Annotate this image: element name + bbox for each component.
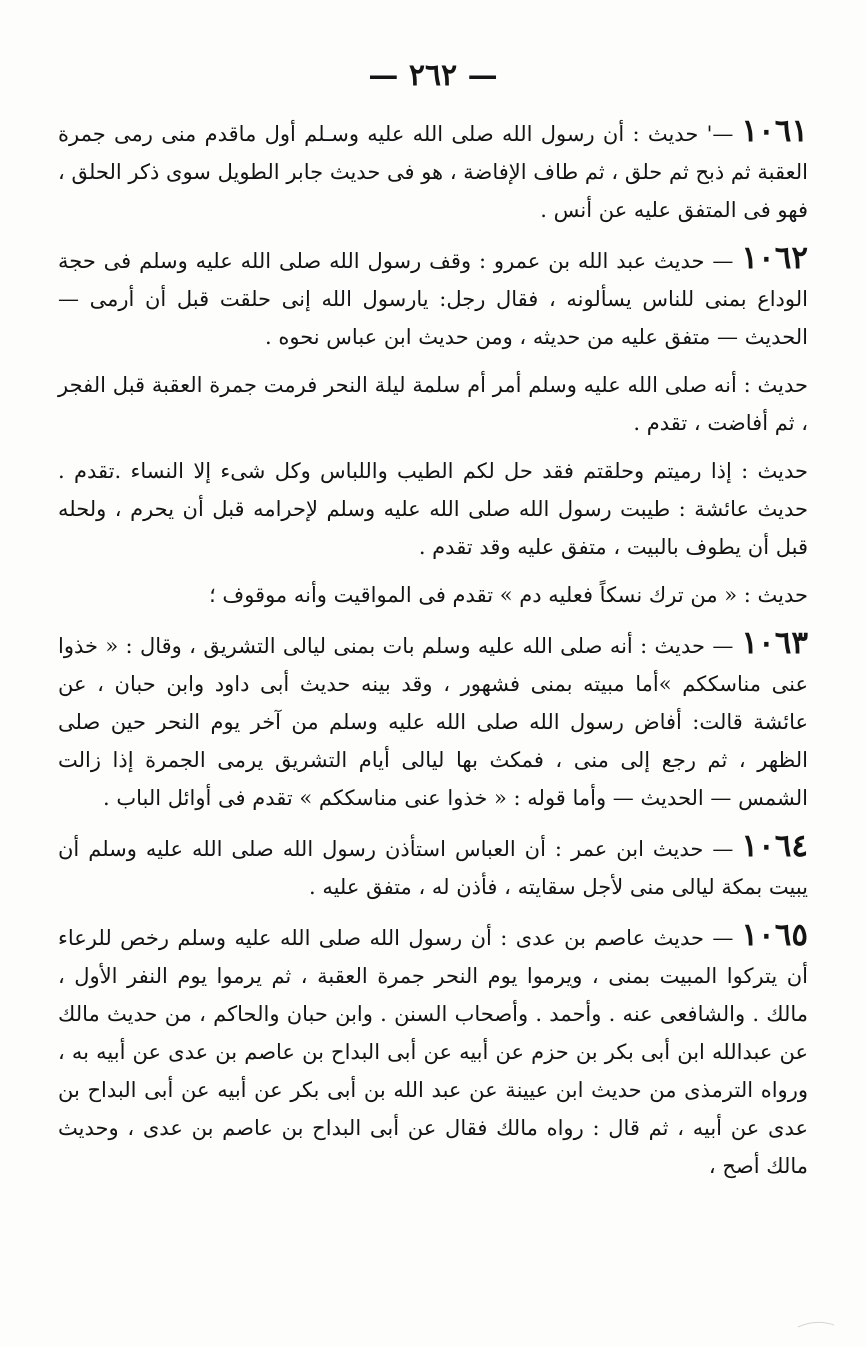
page-corner-mark [796,1289,836,1329]
paragraph-text: — حديث : أنه صلى الله عليه وسلم بات بمنى ليالى التشريق ، وقال : « خذوا عنى مناسككم »أما مبيته بمنى فشهور ، وقد بينه حديث أبى داود وابن حبان ، عن عائشة قالت: أفاض رسول الله صلى الله عليه وسلم من آخر يوم النحر حين صلى الظهر ، ثم رجع إلى منى ، فمكث بها ليالى أيام التشريق يرمى الجمرة إذا زالت الشمس — الحديث — وأما قوله : « خذوا عنى مناسككم » تقدم فى أوائل الباب . [58,634,808,810]
paragraph-1063 [58,624,808,817]
page-body [58,112,808,1195]
paragraph-nusuk [58,576,808,614]
paragraph-text: حديث : « من ترك نسكاً فعليه دم » تقدم فى المواقيت وأنه موقوف ؛ [209,583,808,607]
paragraph-1061 [58,112,808,229]
paragraph-1062 [58,239,808,356]
paragraph-ramy [58,452,808,566]
paragraph-1064 [58,827,808,906]
hadith-number: ١٠٦١ [741,113,808,149]
paragraph-text: — حديث عاصم بن عدى : أن رسول الله صلى الله عليه وسلم رخص للرعاء أن يتركوا المبيت بمنى ، ويرموا يوم النحر جمرة العقبة ، ثم يرموا يوم النفر الأول ، مالك . والشافعى عنه . وأحمد . وأصحاب السنن . وابن حبان والحاكم ، من حديث مالك عن عبدالله ابن أبى بكر بن حزم عن أبيه عن أبى البداح بن عاصم بن عدى عن أبيه به ، ورواه الترمذى من حديث ابن عيينة عن عبد الله بن أبى بكر عن أبيه عن أبى البداح بن عدى عن أبيه ، ثم قال : رواه مالك فقال عن أبى البداح بن عاصم بن عدى ، وحديث مالك أصح ، [58,926,808,1178]
paragraph-text: حديث : أنه صلى الله عليه وسلم أمر أم سلمة ليلة النحر فرمت جمرة العقبة قبل الفجر ، ثم أفاضت ، تقدم . [58,373,808,435]
paragraph-text: حديث : إذا رميتم وحلقتم فقد حل لكم الطيب واللباس وكل شىء إلا النساء .تقدم . حديث عائشة : طيبت رسول الله صلى الله عليه وسلم لإحرامه قبل أن يحرم ، ولحله قبل أن يطوف بالبيت ، متفق عليه وقد تقدم . [58,459,808,559]
paragraph-text: —' حديث : أن رسول الله صلى الله عليه وسـلم أول ماقدم منى رمى جمرة العقبة ثم ذبح ثم حلق ، ثم طاف الإفاضة ، هو فى حديث جابر الطويل سوى ذكر الحلق ، فهو فى المتفق عليه عن أنس . [58,122,808,222]
paragraph-text: — حديث ابن عمر : أن العباس استأذن رسول الله صلى الله عليه وسلم أن يبيت بمكة ليالى منى لأجل سقايته ، فأذن له ، متفق عليه . [58,837,808,899]
paragraph-umm-salama [58,366,808,442]
hadith-number: ١٠٦٤ [741,828,808,864]
page-number: — ٢٦٢ — [368,58,498,93]
paragraph-text: — حديث عبد الله بن عمرو : وقف رسول الله صلى الله عليه وسلم فى حجة الوداع بمنى للناس يسألونه ، فقال رجل: يارسول الله إنى حلقت قبل أن أرمى — الحديث — متفق عليه من حديثه ، ومن حديث ابن عباس نحوه . [58,249,808,349]
hadith-number: ١٠٦٢ [741,240,808,276]
paragraph-1065 [58,916,808,1185]
hadith-number: ١٠٦٥ [741,917,808,953]
hadith-number: ١٠٦٣ [741,625,808,661]
